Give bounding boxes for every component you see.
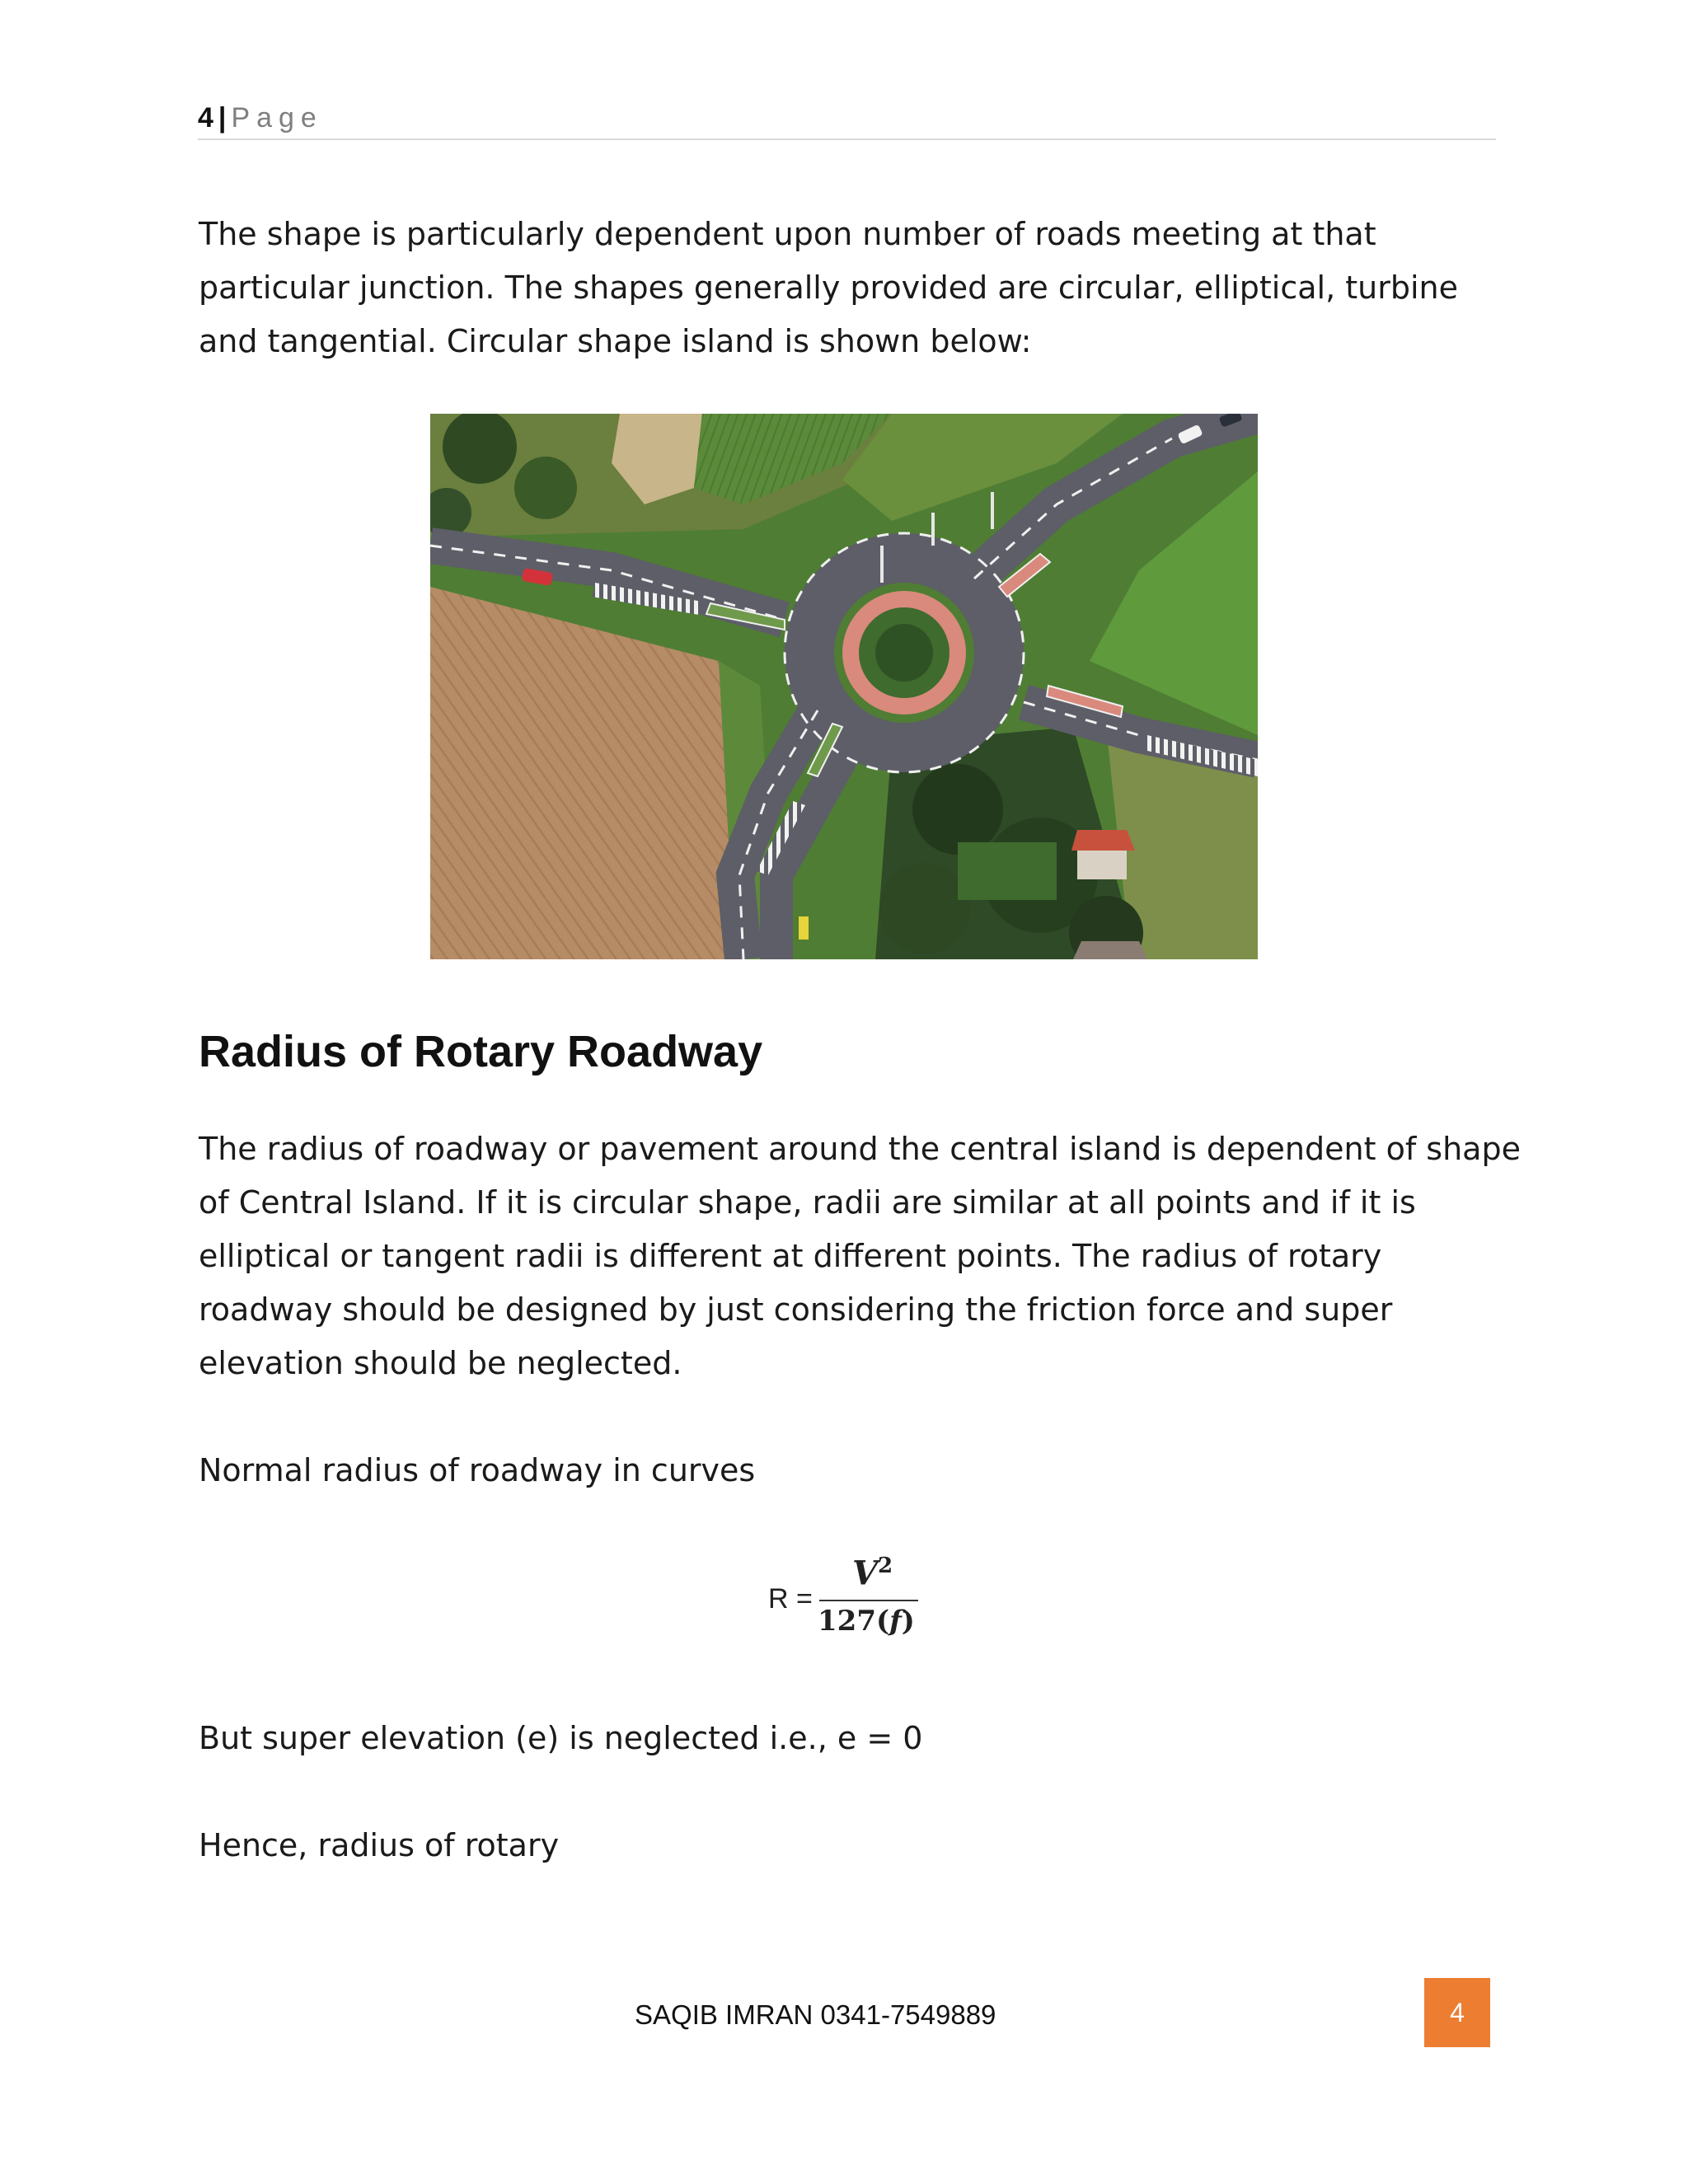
intro-line: particular junction. The shapes generally provided are circular, elliptical, turbine xyxy=(199,269,1458,306)
formula-numerator-exp: 2 xyxy=(878,1554,893,1578)
super-elevation-line: But super elevation (e) is neglected i.e., e = 0 xyxy=(199,1720,923,1756)
formula-denominator-var: f xyxy=(889,1605,902,1638)
section-heading: Radius of Rotary Roadway xyxy=(199,1027,763,1076)
formula-fraction-bar xyxy=(819,1600,918,1601)
header-page-word: Page xyxy=(231,102,323,134)
page-header xyxy=(198,97,1496,140)
intro-line: and tangential. Circular shape island is shown below: xyxy=(199,323,1032,359)
formula-denominator xyxy=(818,1605,915,1638)
formula-denominator-const: 127( xyxy=(818,1605,890,1638)
super-elevation-text xyxy=(199,1712,1497,1765)
radius-line: elevation should be neglected. xyxy=(199,1345,682,1381)
intro-paragraph xyxy=(199,208,1497,368)
radius-line: elliptical or tangent radii is different at different points. The radius of rotary xyxy=(199,1238,1382,1274)
roundabout-photo xyxy=(430,414,1258,959)
formula-denominator-close: ) xyxy=(901,1605,915,1638)
normal-radius-text xyxy=(199,1444,1497,1497)
formula-numerator-var: V xyxy=(852,1554,879,1593)
radius-paragraph xyxy=(199,1122,1521,1390)
normal-radius-line: Normal radius of roadway in curves xyxy=(199,1452,756,1488)
radius-line: roadway should be designed by just considering the friction force and super xyxy=(199,1291,1393,1328)
radius-line: of Central Island. If it is circular shape, radii are similar at all points and if it is xyxy=(199,1184,1416,1221)
footer-page-number-box: 4 xyxy=(1424,1978,1490,2047)
radius-line: The radius of roadway or pavement around the central island is dependent of shape xyxy=(199,1131,1521,1167)
formula-numerator xyxy=(852,1554,893,1592)
intro-line: The shape is particularly dependent upon number of roads meeting at that xyxy=(199,216,1376,252)
hence-text xyxy=(199,1819,1497,1872)
footer-author: SAQIB IMRAN 0341-7549889 xyxy=(635,1999,996,2030)
radius-formula xyxy=(767,1554,931,1652)
formula-lhs: R = xyxy=(768,1583,813,1615)
hence-line: Hence, radius of rotary xyxy=(199,1827,560,1863)
header-page-number: 4 xyxy=(198,102,213,134)
header-separator: | xyxy=(218,102,227,134)
